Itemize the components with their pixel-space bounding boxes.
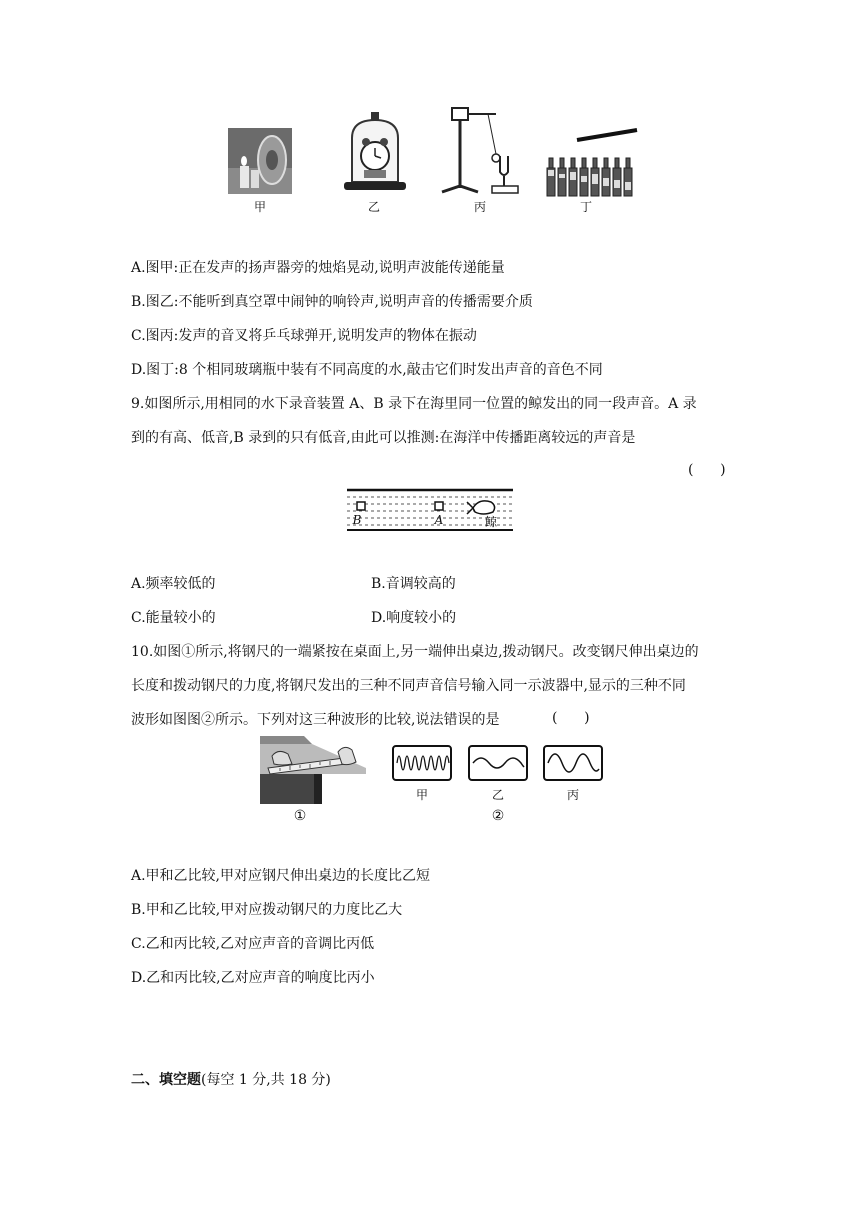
section2-note: (每空 1 分,共 18 分) xyxy=(201,1072,331,1088)
q8-option-d: D.图丁:8 个相同玻璃瓶中装有不同高度的水,敲击它们时发出声音的音色不同 xyxy=(131,362,603,378)
q8-option-c: C.图丙:发声的音叉将乒乓球弹开,说明发声的物体在振动 xyxy=(131,328,477,344)
q8-caption-jia: 甲 xyxy=(253,200,266,214)
q10-figure-ruler-on-table xyxy=(260,736,366,804)
q10-wave-label-bing: 丙 xyxy=(566,788,579,802)
q10-label-fig2: ② xyxy=(491,808,505,824)
q9-answer-bracket: ( ) xyxy=(688,462,726,478)
q8-option-b: B.图乙:不能听到真空罩中闹钟的响铃声,说明声音的传播需要介质 xyxy=(131,294,533,310)
q10-waveform-jia xyxy=(392,745,452,781)
q10-stem-line3: 波形如图图②所示。下列对这三种波形的比较,说法错误的是 xyxy=(131,712,500,728)
q8-figure-yi-bell-jar-clock xyxy=(342,112,408,194)
q10-waveform-bing xyxy=(543,745,603,781)
q9-option-b: B.音调较高的 xyxy=(371,576,456,592)
q10-wave-label-jia: 甲 xyxy=(415,788,428,802)
q9-option-a: A.频率较低的 xyxy=(131,576,216,592)
q9-stem-line2: 到的有高、低音,B 录到的只有低音,由此可以推测:在海洋中传播距离较远的声音是 xyxy=(131,430,636,446)
q10-label-fig1: ① xyxy=(293,808,307,824)
q8-caption-yi: 乙 xyxy=(367,200,380,214)
q8-figure-bing-tuning-fork xyxy=(438,106,522,198)
q9-option-c: C.能量较小的 xyxy=(131,610,216,626)
q9-label-whale: 鲸 xyxy=(484,515,497,529)
q10-stem-line1: 10.如图①所示,将钢尺的一端紧按在桌面上,另一端伸出桌边,拨动钢尺。改变钢尺伸出桌边的 xyxy=(131,644,699,660)
q8-caption-ding: 丁 xyxy=(579,200,592,214)
q8-caption-bing: 丙 xyxy=(473,200,486,214)
q10-option-d: D.乙和丙比较,乙对应声音的响度比丙小 xyxy=(131,970,375,986)
q10-option-b: B.甲和乙比较,甲对应拨动钢尺的力度比乙大 xyxy=(131,902,403,918)
section2-heading xyxy=(131,1070,331,1090)
section2-title: 二、填空题 xyxy=(131,1072,201,1088)
q9-label-a: A xyxy=(434,513,444,527)
q9-stem-line1: 9.如图所示,用相同的水下录音装置 A、B 录下在海里同一位置的鲸发出的同一段声音。A 录 xyxy=(131,396,697,412)
q8-option-a: A.图甲:正在发声的扬声器旁的烛焰晃动,说明声波能传递能量 xyxy=(131,260,505,276)
q9-label-b: B xyxy=(352,513,362,527)
q8-figure-jia-speaker-candle xyxy=(228,128,292,194)
q10-waveform-yi xyxy=(468,745,528,781)
q10-stem-line2: 长度和拨动钢尺的力度,将钢尺发出的三种不同声音信号输入同一示波器中,显示的三种不同 xyxy=(131,678,686,694)
q10-option-c: C.乙和丙比较,乙对应声音的音调比丙低 xyxy=(131,936,375,952)
q10-option-a: A.甲和乙比较,甲对应钢尺伸出桌边的长度比乙短 xyxy=(131,868,431,884)
q10-wave-label-yi: 乙 xyxy=(491,788,504,802)
q9-option-d: D.响度较小的 xyxy=(371,610,457,626)
q10-answer-bracket: ( ) xyxy=(552,710,590,726)
q8-figure-ding-glass-bottles xyxy=(545,128,640,198)
